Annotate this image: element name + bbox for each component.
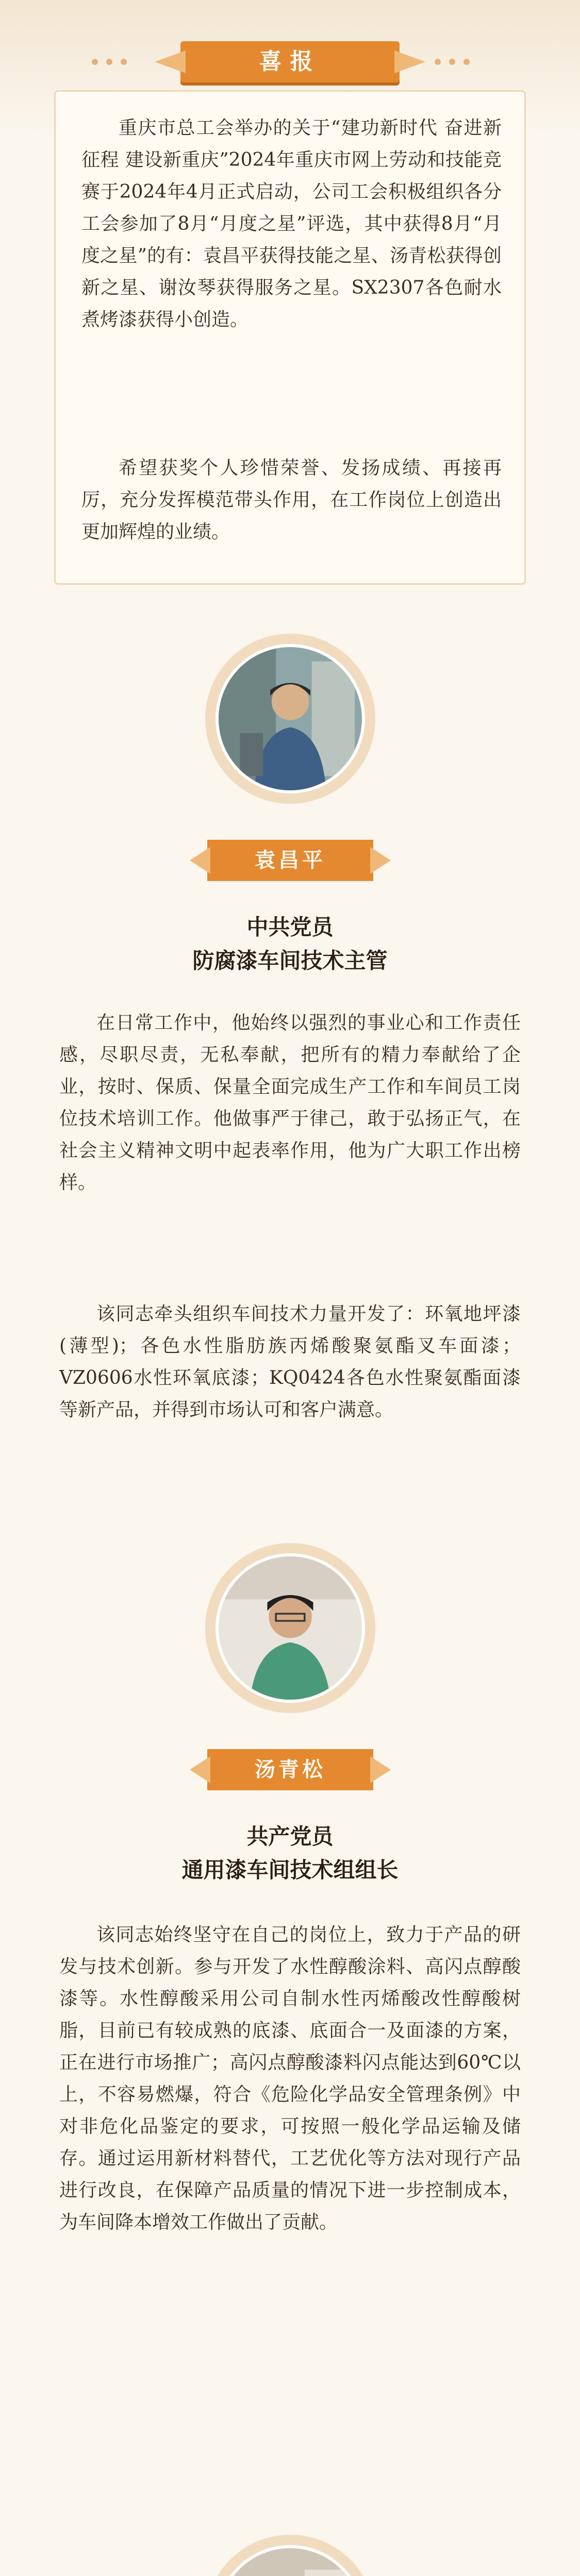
portrait-yuan xyxy=(205,634,375,804)
intro-paragraph-1: 重庆市总工会举办的关于“建功新时代 奋进新征程 建设新重庆”2024年重庆市网上劳动和技能竞赛于2024年4月正式启动，公司工会积极组织各分工会参加了8月“月度之星”评选，其中获得8月“月度之星”的有：袁昌平获得技能之星、汤青松获得创新之星、谢汝琴获得服务之星。SX2307各色耐水煮烤漆获得小创造。 xyxy=(81,117,502,330)
role-yuan-line2: 防腐漆车间技术主管 xyxy=(192,948,388,973)
name-tag-yuan: 袁昌平 xyxy=(207,840,373,881)
yuan-paragraph-1: 在日常工作中，他始终以强烈的事业心和工作责任感，尽职尽责，无私奉献，把所有的精力奉献给了企业，按时、保质、保量全面完成生产工作和车间员工岗位技术培训工作。他做事严于律己，敢于弘扬正气，在社会主义精神文明中起表率作用，他为广大职工作出榜样。 xyxy=(59,1012,521,1193)
intro-box xyxy=(54,90,526,585)
worker-photo-icon xyxy=(219,647,362,790)
tang-paragraph-1: 该同志始终坚守在自己的岗位上，致力于产品的研发与技术创新。参与开发了水性醇酸涂料、高闪点醇酸漆等。水性醇酸采用公司自制水性丙烯酸改性醇酸树脂，目前已有较成熟的底漆、底面合一及面漆的方案，正在进行市场推广；高闪点醇酸漆料闪点能达到60℃以上，不容易燃爆，符合《危险化学品安全管理条例》中对非危化品鉴定的要求，可按照一般化学品运输及储存。通过运用新材料替代，工艺优化等方法对现行产品进行改良，在保障产品质量的情况下进一步控制成本，为车间降本增效工作做出了贡献。 xyxy=(59,1924,521,2233)
page-title: 喜报 xyxy=(259,48,321,75)
photo-tang xyxy=(216,1553,365,1703)
yuan-paragraph-2: 该同志牵头组织车间技术力量开发了：环氧地坪漆(薄型)；各色水性脂肪族丙烯酸聚氨酯叉车面漆；VZ0606水性环氧底漆；KQ0424各色水性聚氨酯面漆等新产品，并得到市场认可和客户满意。 xyxy=(59,1303,521,1420)
decor-dots-left xyxy=(88,57,150,67)
header xyxy=(0,21,580,98)
person-photo-icon xyxy=(219,1556,362,1700)
title-banner xyxy=(180,41,400,82)
name-tag-tang: 汤青松 xyxy=(207,1749,373,1790)
role-tang-line2: 通用漆车间技术组组长 xyxy=(181,1857,399,1883)
portrait-xie xyxy=(205,2535,375,2576)
photo-yuan xyxy=(216,644,365,793)
portrait-tang xyxy=(205,1543,375,1713)
intro-paragraph-2: 希望获奖个人珍惜荣誉、发扬成绩、再接再厉，充分发挥模范带头作用，在工作岗位上创造出更加辉煌的业绩。 xyxy=(81,457,502,543)
role-tang-line1: 共产党员 xyxy=(246,1824,334,1849)
decor-dots-right xyxy=(430,57,492,67)
role-yuan-line1: 中共党员 xyxy=(246,914,334,940)
